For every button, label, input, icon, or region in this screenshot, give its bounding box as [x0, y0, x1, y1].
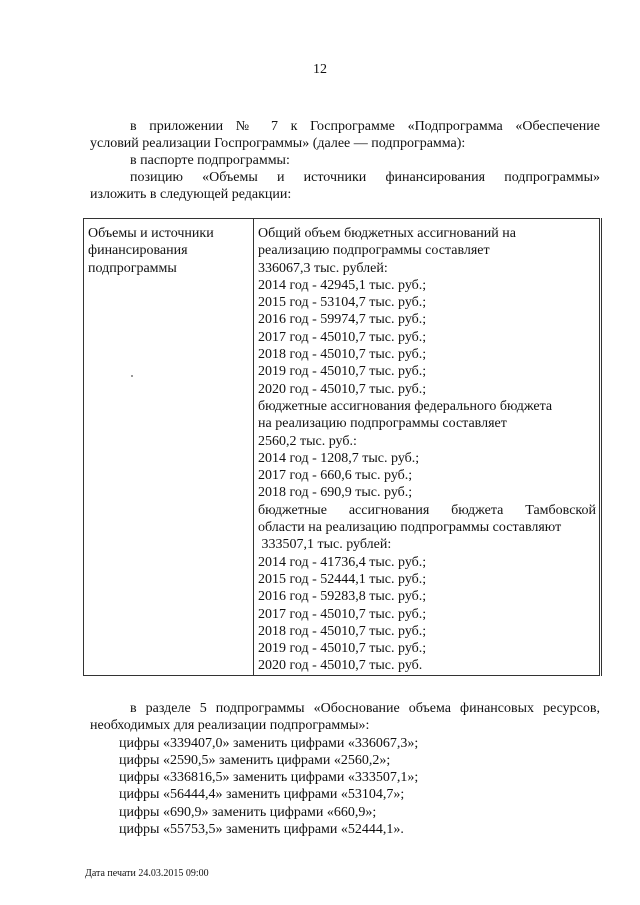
value-line: 2017 год - 45010,7 тыс. руб.; — [258, 329, 427, 345]
label-line: подпрограммы — [88, 260, 177, 276]
value-line: 2017 год - 45010,7 тыс. руб.; — [258, 606, 427, 622]
section5-line-1: в разделе 5 подпрограммы «Обоснование объема финансовых ресурсов, — [130, 701, 600, 716]
value-line: 2016 год - 59283,8 тыс. руб.; — [258, 589, 427, 605]
replacement-line: цифры «55753,5» заменить цифрами «52444,1». — [119, 822, 404, 838]
label-line: финансирования — [88, 243, 188, 259]
value-line: 2019 год - 45010,7 тыс. руб.; — [258, 641, 427, 657]
value-line: 2014 год - 1208,7 тыс. руб.; — [258, 450, 420, 466]
value-line: 2017 год - 660,6 тыс. руб.; — [258, 468, 413, 484]
value-line: 2014 год - 42945,1 тыс. руб.; — [258, 277, 427, 293]
replacement-line: цифры «2590,5» заменить цифрами «2560,2»; — [119, 752, 391, 768]
replacement-line: цифры «56444,4» заменить цифрами «53104,7»; — [119, 787, 405, 803]
value-line: 2018 год - 45010,7 тыс. руб.; — [258, 347, 427, 363]
value-line: Общий объем бюджетных ассигнований на — [258, 226, 516, 241]
intro-line-3: в паспорте подпрограммы: — [130, 153, 290, 168]
scan-speck — [131, 375, 133, 377]
intro-line-2: условий реализации Госпрограммы» (далее — подпрограмма): — [90, 136, 466, 151]
value-line: 2020 год - 45010,7 тыс. руб.; — [258, 381, 427, 397]
intro-text — [90, 118, 600, 203]
intro-line-1: в приложении № 7 к Госпрограмме «Подпрограмма «Обеспечение — [130, 119, 600, 134]
financing-value-cell — [254, 219, 601, 676]
intro-line-5: изложить в следующей редакции: — [90, 187, 292, 202]
replacement-line: цифры «339407,0» заменить цифрами «336067,3»; — [119, 735, 419, 751]
value-line: 336067,3 тыс. рублей: — [258, 260, 388, 276]
section5-text — [90, 700, 600, 838]
value-line: 2015 год - 52444,1 тыс. руб.; — [258, 571, 427, 587]
page-number: 12 — [313, 62, 327, 77]
replacement-line: цифры «690,9» заменить цифрами «660,9»; — [119, 804, 377, 820]
financing-label-cell — [84, 219, 254, 676]
value-line: области на реализацию подпрограммы составляют — [258, 520, 562, 536]
value-line: бюджетные ассигнования бюджета Тамбовской — [258, 502, 596, 518]
value-line: 2015 год - 53104,7 тыс. руб.; — [258, 295, 427, 311]
value-line: 2018 год - 690,9 тыс. руб.; — [258, 485, 413, 501]
value-line: 2016 год - 59974,7 тыс. руб.; — [258, 312, 427, 328]
value-line: на реализацию подпрограммы составляет — [258, 416, 507, 432]
label-line: Объемы и источники — [88, 226, 214, 241]
value-line: реализацию подпрограммы составляет — [258, 243, 490, 259]
value-line: 2019 год - 45010,7 тыс. руб.; — [258, 364, 427, 380]
intro-line-4: позицию «Объемы и источники финансирования подпрограммы» — [130, 170, 600, 185]
value-line: 2560,2 тыс. руб.: — [258, 433, 357, 449]
value-line: 2020 год - 45010,7 тыс. руб. — [258, 658, 423, 674]
financing-row — [84, 219, 601, 676]
value-line: 2014 год - 41736,4 тыс. руб.; — [258, 554, 427, 570]
replacement-line: цифры «336816,5» заменить цифрами «333507,1»; — [119, 770, 419, 786]
financing-table — [83, 218, 602, 676]
value-line: бюджетные ассигнования федерального бюджета — [258, 398, 553, 414]
value-line: 2018 год - 45010,7 тыс. руб.; — [258, 623, 427, 639]
value-line: 333507,1 тыс. рублей: — [258, 537, 392, 553]
print-date-footer: Дата печати 24.03.2015 09:00 — [85, 868, 209, 879]
section5-line-2: необходимых для реализации подпрограммы»: — [90, 718, 370, 734]
